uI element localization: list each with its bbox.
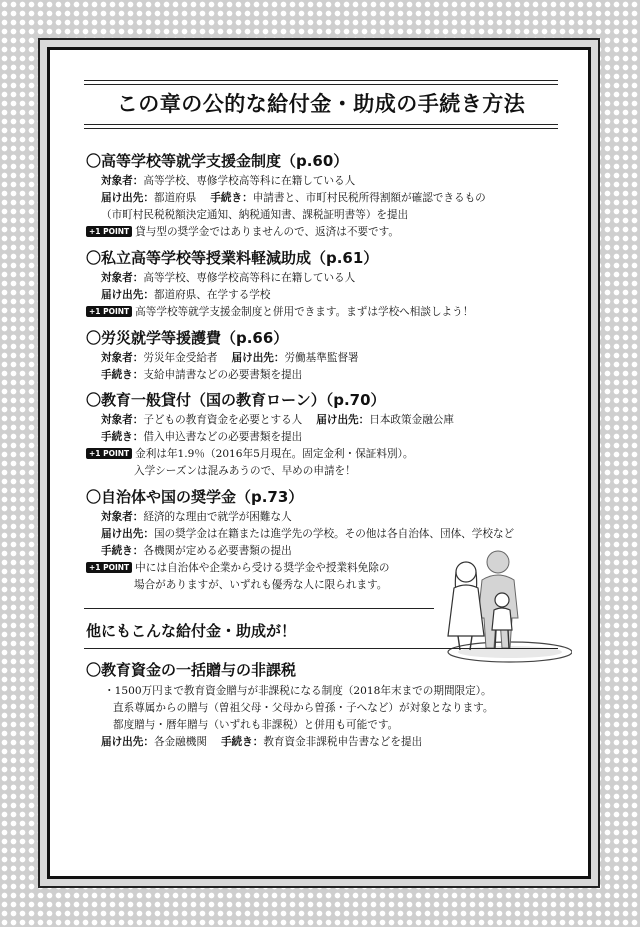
page-title: この章の公的な給付金・助成の手続き方法	[116, 92, 526, 116]
detail-line: ・1500万円まで教育資金贈与が非課税になる制度（2018年末までの期間限定）。	[104, 685, 492, 697]
value: 経済的な理由で就学が困難な人	[143, 511, 292, 523]
label-office: 届け出先：	[231, 352, 285, 364]
detail-line	[101, 734, 422, 751]
detail-line	[101, 429, 302, 446]
other-title: 他にもこんな給付金・助成が！	[86, 622, 297, 640]
detail-line	[101, 287, 271, 304]
label-target: 対象者：	[101, 175, 144, 187]
title-top-rule	[84, 80, 558, 81]
point-text: 高等学校等就学支援金制度と併用できます。まずは学校へ相談しよう！	[135, 306, 474, 318]
value: 都道府県	[153, 192, 197, 204]
label-procedure: 手続き：	[101, 369, 144, 381]
label-office: 届け出先：	[101, 192, 154, 204]
point-line-cont: 場合がありますが、いずれも優秀な人に限られます。	[134, 579, 388, 591]
label-office: 届け出先：	[101, 736, 154, 748]
value: 日本政策金融公庫	[369, 414, 454, 426]
point-badge: +1 POINT	[86, 226, 132, 237]
point-badge: +1 POINT	[86, 448, 132, 459]
label-office: 届け出先：	[101, 289, 154, 301]
detail-line	[101, 509, 292, 526]
point-text: 中には自治体や企業から受ける奨学金や授業料免除の	[135, 562, 390, 574]
label-office: 届け出先：	[101, 528, 154, 540]
value: 労働基準監督署	[284, 352, 359, 364]
value: （市町村民税税額決定通知、納税通知書、課税証明書等）を提出	[101, 209, 409, 221]
point-line	[86, 560, 389, 577]
label-procedure: 手続き：	[210, 192, 253, 204]
point-line	[86, 446, 413, 463]
detail-line	[101, 412, 454, 429]
point-line	[86, 304, 473, 321]
section-heading: 〇私立高等学校等授業料軽減助成（p.61）	[86, 249, 379, 267]
section-heading: 〇高等学校等就学支援金制度（p.60）	[86, 152, 349, 170]
detail-line: 都度贈与・暦年贈与（いずれも非課税）と併用も可能です。	[113, 719, 399, 731]
section-heading: 〇教育一般貸付（国の教育ローン）（p.70）	[86, 391, 386, 409]
detail-line	[101, 207, 408, 224]
title-bottom-rule	[84, 124, 558, 125]
value: 支給申請書などの必要書類を提出	[143, 369, 303, 381]
value: 各金融機関	[153, 736, 207, 748]
point-text: 金利は年1.9％（2016年5月現在。固定金利・保証料別）。	[135, 448, 414, 460]
section-heading: 〇労災就学等援護費（p.66）	[86, 329, 289, 347]
label-procedure: 手続き：	[220, 736, 264, 748]
title-bottom-rule-2	[84, 128, 558, 129]
value: 高等学校、専修学校高等科に在籍している人	[143, 272, 356, 284]
label-office: 届け出先：	[316, 414, 370, 426]
value: 各機関が定める必要書類の提出	[143, 545, 292, 557]
detail-line	[101, 173, 355, 190]
value: 申請書と、市町村民税所得割額が確認できるもの	[252, 192, 486, 204]
other-title-rule	[84, 648, 558, 649]
section-heading: 〇教育資金の一括贈与の非課税	[86, 661, 297, 679]
title-top-rule-2	[84, 84, 558, 85]
value: 都道府県、在学する学校	[153, 289, 271, 301]
point-text: 貸与型の奨学金ではありませんので、返済は不要です。	[135, 226, 399, 238]
detail-line	[101, 367, 302, 384]
detail-line	[101, 270, 355, 287]
label-target: 対象者：	[101, 414, 144, 426]
point-badge: +1 POINT	[86, 562, 132, 573]
label-procedure: 手続き：	[101, 431, 144, 443]
point-line	[86, 224, 399, 241]
detail-line: 直系尊属からの贈与（曽祖父母・父母から曽孫・子へなど）が対象となります。	[113, 702, 494, 714]
point-badge: +1 POINT	[86, 306, 132, 317]
family-illustration	[432, 540, 572, 665]
detail-line	[101, 350, 359, 367]
divider	[84, 608, 434, 609]
value: 子どもの教育資金を必要とする人	[143, 414, 303, 426]
value: 高等学校、専修学校高等科に在籍している人	[143, 175, 356, 187]
detail-line	[101, 543, 292, 560]
value: 教育資金非課税申告書などを提出	[263, 736, 423, 748]
label-target: 対象者：	[101, 272, 144, 284]
value: 労災年金受給者	[143, 352, 218, 364]
label-target: 対象者：	[101, 352, 144, 364]
label-procedure: 手続き：	[101, 545, 144, 557]
detail-line	[101, 190, 486, 207]
value: 借入申込書などの必要書類を提出	[143, 431, 303, 443]
section-heading: 〇自治体や国の奨学金（p.73）	[86, 488, 304, 506]
value: 国の奨学金は在籍または進学先の学校。その他は各自治体、団体、学校など	[153, 528, 515, 540]
label-target: 対象者：	[101, 511, 144, 523]
point-line-cont: 入学シーズンは混みあうので、早めの申請を！	[134, 465, 356, 477]
